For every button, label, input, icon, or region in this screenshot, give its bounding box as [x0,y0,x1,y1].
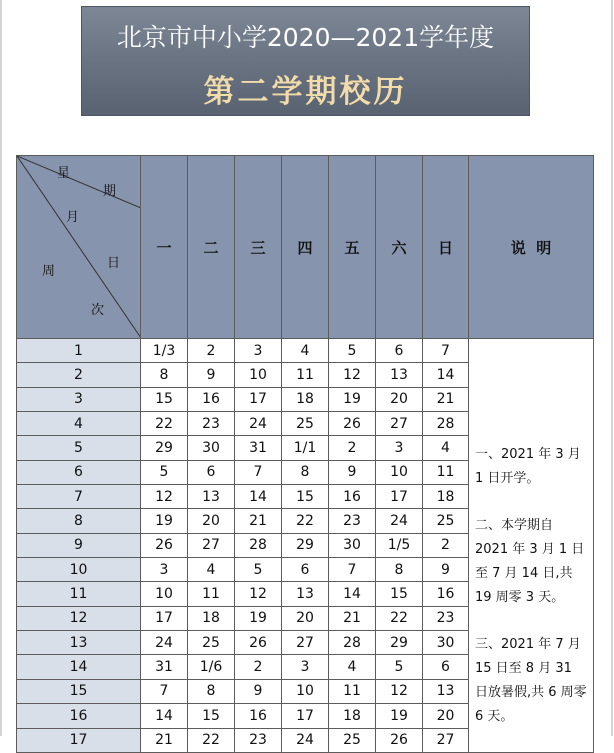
date-cell: 9 [423,558,469,582]
date-cell: 29 [282,533,329,557]
date-cell: 18 [282,387,329,411]
date-cell: 1/5 [376,533,423,557]
corner-header [17,156,141,339]
date-cell: 10 [235,363,282,387]
date-cell: 24 [141,631,188,655]
week-number-cell: 14 [17,655,141,679]
date-cell: 7 [141,679,188,703]
corner-label-week: 周 [42,264,56,279]
date-cell: 14 [235,485,282,509]
date-cell: 25 [423,509,469,533]
date-cell: 9 [329,460,376,484]
date-cell: 21 [141,728,188,753]
date-cell: 12 [376,679,423,703]
date-cell: 19 [329,387,376,411]
page-border-right [611,0,613,736]
date-cell: 7 [423,339,469,363]
date-cell: 21 [235,509,282,533]
week-number-cell: 5 [17,436,141,460]
date-cell: 27 [188,533,235,557]
date-cell: 17 [282,704,329,728]
date-cell: 13 [282,582,329,606]
date-cell: 2 [423,533,469,557]
corner-label-day: 日 [107,256,121,271]
table-row [17,339,594,363]
date-cell: 20 [376,387,423,411]
date-cell: 17 [376,485,423,509]
date-cell: 4 [188,558,235,582]
date-cell: 24 [235,412,282,436]
notes-header: 说 明 [469,156,594,339]
date-cell: 8 [141,363,188,387]
date-cell: 8 [376,558,423,582]
date-cell: 27 [282,631,329,655]
day-header-wed: 三 [235,156,282,339]
date-cell: 25 [329,728,376,753]
title-banner [81,6,530,116]
week-number-cell: 11 [17,582,141,606]
week-number-cell: 6 [17,460,141,484]
date-cell: 8 [282,460,329,484]
date-cell: 3 [282,655,329,679]
note-paragraph: 二、本学期自 2021 年 3 月 1 日至 7 月 14 日,共 19 周零 3 天。 [475,518,585,605]
date-cell: 23 [329,509,376,533]
date-cell: 25 [188,631,235,655]
date-cell: 5 [235,558,282,582]
week-number-cell: 16 [17,704,141,728]
week-number-cell: 17 [17,728,141,753]
date-cell: 8 [188,679,235,703]
date-cell: 26 [376,728,423,753]
date-cell: 22 [141,412,188,436]
banner-subtitle: 第二学期校历 [203,74,408,110]
note-paragraph: 一、2021 年 3 月 1 日开学。 [475,447,581,486]
date-cell: 1/3 [141,339,188,363]
date-cell: 16 [235,704,282,728]
week-number-cell: 12 [17,606,141,630]
date-cell: 30 [188,436,235,460]
date-cell: 6 [376,339,423,363]
date-cell: 24 [376,509,423,533]
date-cell: 2 [235,655,282,679]
date-cell: 23 [423,606,469,630]
date-cell: 27 [376,412,423,436]
date-cell: 12 [235,582,282,606]
day-header-fri: 五 [329,156,376,339]
corner-label-period: 期 [103,184,117,199]
date-cell: 22 [376,606,423,630]
date-cell: 5 [329,339,376,363]
date-cell: 23 [235,728,282,753]
date-cell: 26 [141,533,188,557]
date-cell: 6 [188,460,235,484]
date-cell: 10 [141,582,188,606]
date-cell: 20 [188,509,235,533]
date-cell: 16 [188,387,235,411]
date-cell: 1/6 [188,655,235,679]
date-cell: 7 [235,460,282,484]
date-cell: 24 [282,728,329,753]
date-cell: 26 [235,631,282,655]
date-cell: 26 [329,412,376,436]
date-cell: 25 [282,412,329,436]
date-cell: 1/1 [282,436,329,460]
date-cell: 7 [329,558,376,582]
week-number-cell: 10 [17,558,141,582]
date-cell: 23 [188,412,235,436]
date-cell: 22 [282,509,329,533]
date-cell: 21 [423,387,469,411]
date-cell: 31 [235,436,282,460]
week-number-cell: 9 [17,533,141,557]
date-cell: 21 [329,606,376,630]
note-paragraph: 三、2021 年 7 月 15 日至 8 月 31 日放暑假,共 6 周零 6 天。 [475,637,587,724]
week-number-cell: 7 [17,485,141,509]
date-cell: 4 [329,655,376,679]
date-cell: 28 [329,631,376,655]
date-cell: 14 [329,582,376,606]
corner-label-weekday: 星 [57,166,71,181]
date-cell: 4 [282,339,329,363]
date-cell: 20 [423,704,469,728]
date-cell: 5 [376,655,423,679]
date-cell: 3 [141,558,188,582]
diagonal-header [17,156,140,338]
date-cell: 27 [423,728,469,753]
date-cell: 15 [376,582,423,606]
corner-label-order: 次 [91,303,105,318]
day-header-tue: 二 [188,156,235,339]
date-cell: 3 [376,436,423,460]
date-cell: 3 [235,339,282,363]
date-cell: 11 [282,363,329,387]
date-cell: 22 [188,728,235,753]
school-calendar-table [16,155,594,753]
date-cell: 2 [188,339,235,363]
date-cell: 14 [423,363,469,387]
week-number-cell: 4 [17,412,141,436]
date-cell: 28 [423,412,469,436]
date-cell: 29 [141,436,188,460]
date-cell: 30 [423,631,469,655]
date-cell: 11 [423,460,469,484]
date-cell: 30 [329,533,376,557]
date-cell: 10 [376,460,423,484]
week-number-cell: 15 [17,679,141,703]
week-number-cell: 2 [17,363,141,387]
date-cell: 9 [188,363,235,387]
date-cell: 2 [329,436,376,460]
date-cell: 11 [188,582,235,606]
date-cell: 12 [141,485,188,509]
corner-label-month: 月 [66,210,80,225]
date-cell: 16 [423,582,469,606]
date-cell: 10 [282,679,329,703]
notes-cell [469,339,594,753]
date-cell: 6 [282,558,329,582]
date-cell: 29 [376,631,423,655]
date-cell: 15 [282,485,329,509]
date-cell: 19 [141,509,188,533]
date-cell: 9 [235,679,282,703]
date-cell: 13 [188,485,235,509]
date-cell: 4 [423,436,469,460]
date-cell: 16 [329,485,376,509]
date-cell: 31 [141,655,188,679]
date-cell: 19 [376,704,423,728]
day-header-sat: 六 [376,156,423,339]
week-number-cell: 8 [17,509,141,533]
day-header-sun: 日 [423,156,469,339]
date-cell: 18 [423,485,469,509]
date-cell: 13 [423,679,469,703]
date-cell: 28 [235,533,282,557]
date-cell: 18 [329,704,376,728]
week-number-cell: 13 [17,631,141,655]
date-cell: 6 [423,655,469,679]
week-number-cell: 1 [17,339,141,363]
date-cell: 18 [188,606,235,630]
week-number-cell: 3 [17,387,141,411]
date-cell: 15 [188,704,235,728]
date-cell: 12 [329,363,376,387]
date-cell: 11 [329,679,376,703]
page-border-left [0,0,2,736]
diagonal-lines [17,156,141,338]
day-header-thu: 四 [282,156,329,339]
date-cell: 20 [282,606,329,630]
date-cell: 14 [141,704,188,728]
day-header-mon: 一 [141,156,188,339]
date-cell: 15 [141,387,188,411]
date-cell: 19 [235,606,282,630]
date-cell: 17 [235,387,282,411]
date-cell: 17 [141,606,188,630]
header-row [17,156,594,339]
banner-title: 北京市中小学2020—2021学年度 [116,23,495,52]
date-cell: 13 [376,363,423,387]
date-cell: 5 [141,460,188,484]
